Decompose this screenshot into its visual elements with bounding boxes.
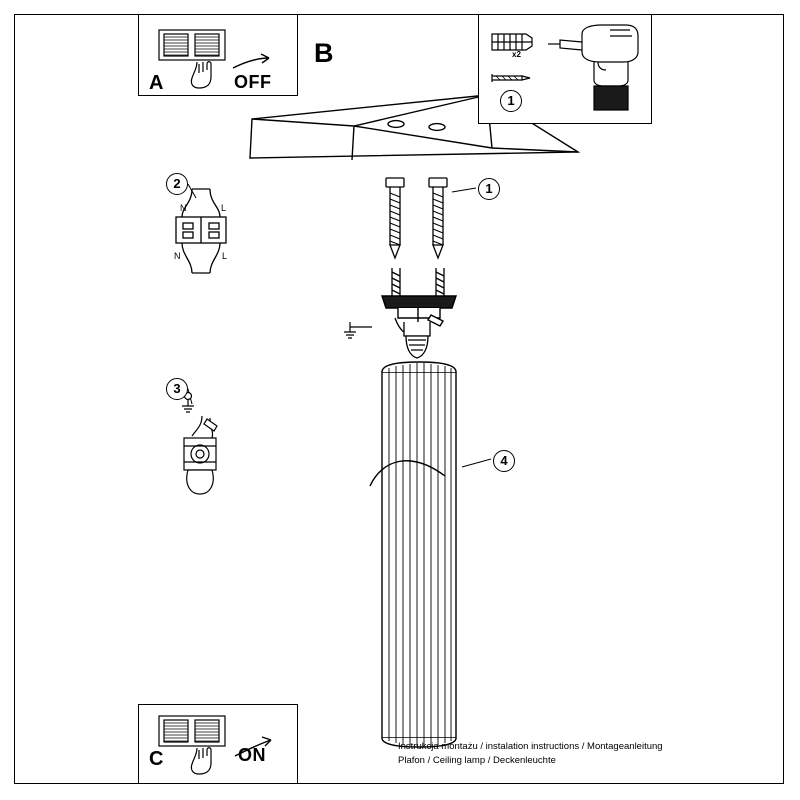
- mounting-plate: [382, 296, 456, 326]
- callout-3-lampholder: 3: [166, 378, 188, 400]
- callout-1-parts: 1: [500, 90, 522, 112]
- panel-b-letter: B: [314, 38, 334, 68]
- panel-c-letter: C: [149, 748, 164, 770]
- panel-a-letter: A: [149, 72, 164, 94]
- panel-c-on-label: ON: [238, 745, 266, 765]
- panel-a-off-label: OFF: [234, 72, 272, 92]
- screw-left: [386, 178, 404, 258]
- earth-ground-icon-main: [344, 322, 372, 338]
- callout-2-wiring: 2: [166, 173, 188, 195]
- terminal-label-n-bottom: N: [174, 251, 181, 261]
- panel-a-switch-off-drawing: [145, 20, 295, 100]
- callout-1-screws: 1: [478, 178, 500, 200]
- footer-line-2: Plafon / Ceiling lamp / Deckenleuchte: [398, 755, 556, 766]
- terminal-label-l-bottom: L: [222, 251, 228, 261]
- parts-quantity-label: x2: [512, 50, 521, 59]
- panel-c-switch-on-drawing: [145, 708, 295, 788]
- screw-right: [429, 178, 447, 258]
- step-2-terminal-block-drawing: [150, 185, 260, 315]
- step-3-lampholder-drawing: [160, 388, 270, 518]
- footer-line-1: Instrukcja montażu / instalation instructions / Montageanleitung: [398, 741, 663, 752]
- terminal-label-n-top: N: [180, 203, 187, 213]
- tube-shade: [382, 362, 456, 747]
- footer-text: [398, 740, 738, 768]
- callout-4-shade: 4: [493, 450, 515, 472]
- terminal-label-l-top: L: [221, 203, 227, 213]
